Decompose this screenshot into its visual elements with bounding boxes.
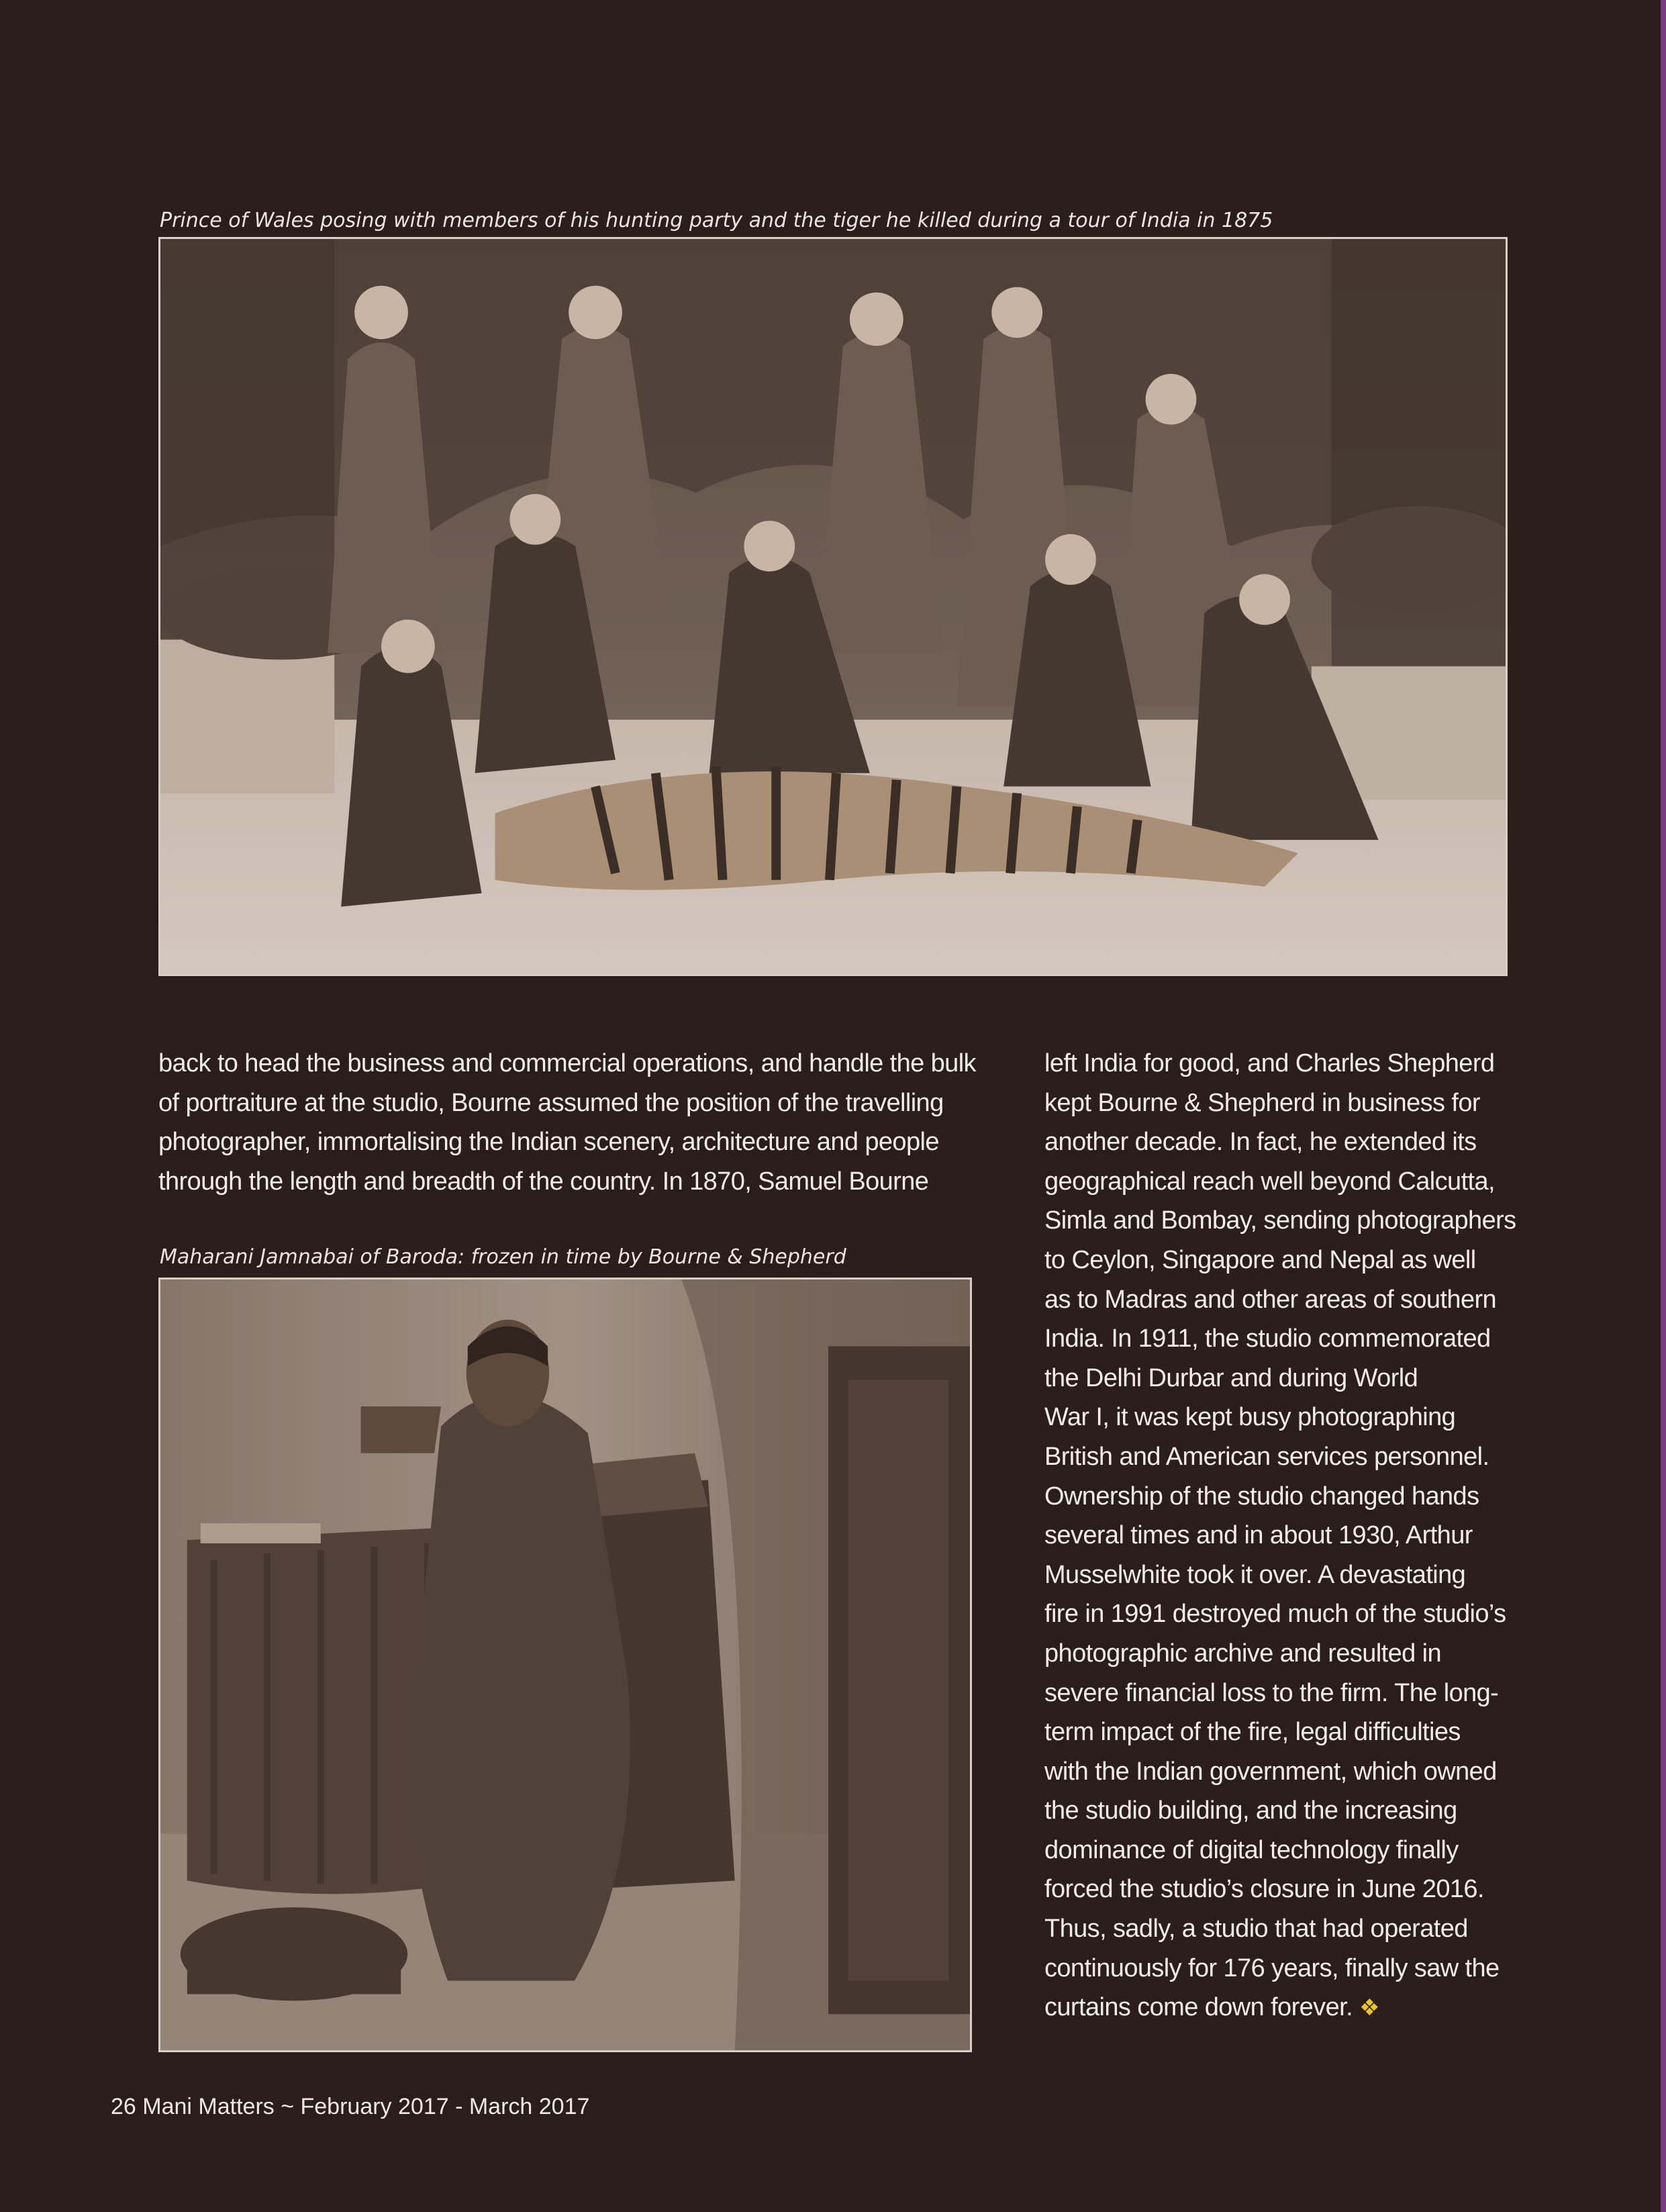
text-line-last [1044, 1988, 1516, 2028]
text-line: continuously for 176 years, finally saw the [1044, 1954, 1500, 1982]
text-line: photographer, immortalising the Indian scenery, architecture and people [158, 1128, 939, 1157]
text-line: term impact of the fire, legal difficulties [1044, 1718, 1461, 1747]
text-line: India. In 1911, the studio commemorated [1044, 1325, 1491, 1353]
bottom-photo-caption: Maharani Jamnabai of Baroda: frozen in time by Bourne & Shepherd [160, 1245, 846, 1269]
text-line: several times and in about 1930, Arthur [1044, 1521, 1473, 1550]
text-line: through the length and breadth of the country. In 1870, Samuel Bourne [158, 1167, 929, 1196]
text-line: the Delhi Durbar and during World [1044, 1363, 1418, 1392]
text-line: British and American services personnel. [1044, 1442, 1489, 1471]
text-line: left India for good, and Charles Shepherd [1044, 1049, 1495, 1077]
page-footer: 26 Mani Matters ~ February 2017 - March 2017 [111, 2094, 590, 2119]
right-column-text [1044, 1044, 1516, 2028]
maharani-portrait-illustration [160, 1280, 970, 2050]
text-line: Musselwhite took it over. A devastating [1044, 1560, 1466, 1589]
text-line: Simla and Bombay, sending photographers [1044, 1206, 1516, 1235]
text-line: photographic archive and resulted in [1044, 1639, 1442, 1668]
text-line: dominance of digital technology finally [1044, 1835, 1459, 1864]
text-line: War I, it was kept busy photographing [1044, 1403, 1456, 1432]
text-line: Ownership of the studio changed hands [1044, 1482, 1479, 1510]
text-line-final: curtains come down forever. [1044, 1993, 1353, 2022]
text-line: back to head the business and commercial operations, and handle the bulk [158, 1049, 976, 1077]
top-photo-caption: Prince of Wales posing with members of his hunting party and the tiger he killed during a tour of India in 1875 [160, 209, 1273, 232]
text-line: forced the studio’s closure in June 2016. [1044, 1875, 1484, 1904]
text-line: kept Bourne & Shepherd in business for [1044, 1088, 1480, 1117]
text-line: another decade. In fact, he extended its [1044, 1128, 1477, 1157]
hunting-party-photo [158, 237, 1508, 976]
text-line: Thus, sadly, a studio that had operated [1044, 1915, 1468, 1943]
end-mark-icon: ❖ [1359, 1995, 1379, 2021]
left-column-text [158, 1044, 976, 1201]
text-line: to Ceylon, Singapore and Nepal as well [1044, 1245, 1476, 1274]
hunting-party-illustration [160, 239, 1506, 974]
page-edge-stripe [1661, 0, 1666, 2212]
text-line: fire in 1991 destroyed much of the studio’s [1044, 1600, 1506, 1629]
maharani-portrait-photo [158, 1278, 972, 2052]
text-line: with the Indian government, which owned [1044, 1757, 1497, 1786]
text-line: the studio building, and the increasing [1044, 1796, 1457, 1825]
text-line: as to Madras and other areas of southern [1044, 1285, 1497, 1314]
text-line: severe financial loss to the firm. The long- [1044, 1678, 1499, 1707]
text-line: of portraiture at the studio, Bourne assumed the position of the travelling [158, 1088, 944, 1117]
text-line: geographical reach well beyond Calcutta, [1044, 1167, 1495, 1196]
